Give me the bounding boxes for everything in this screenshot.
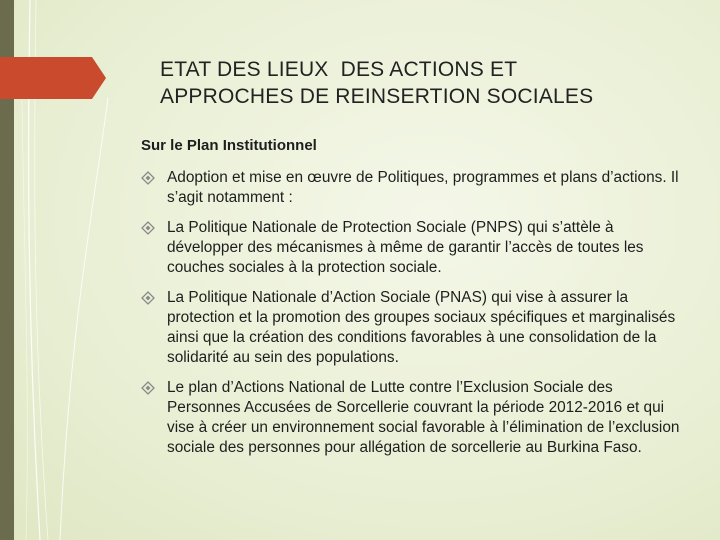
bullet-item-3 [141, 288, 686, 368]
bullet-text: La Politique Nationale de Protection Sociale (PNPS) qui s’attèle à développer des mécanismes à même de garantir l’accès de toutes les couches sociales à la protection sociale. [167, 219, 644, 276]
bullet-text: Le plan d’Actions National de Lutte contre l’Exclusion Sociale des Personnes Accusées de Sorcellerie couvrant la période 2012-2016 et qui vise à créer un environnement social favorable à l’élimination de l’exclusion sociale des personnes pour allégation de sorcellerie au Burkina Faso. [167, 379, 680, 456]
bullet-item-4 [141, 378, 686, 458]
bullet-item-2 [141, 218, 686, 278]
section-heading: Sur le Plan Institutionnel [141, 137, 317, 154]
bullet-item-1 [141, 168, 686, 208]
slide-title-line-1: ETAT DES LIEUX DES ACTIONS ET [160, 58, 518, 81]
slide-title [160, 56, 700, 110]
title-accent-arrow [0, 57, 106, 99]
slide-title-line-2: APPROCHES DE REINSERTION SOCIALES [160, 85, 594, 108]
diamond-bullet-icon [141, 291, 155, 305]
diamond-bullet-icon [141, 381, 155, 395]
bullet-text: Adoption et mise en œuvre de Politiques, programmes et plans d’actions. Il s’agit notamment : [167, 169, 679, 206]
bullet-text: La Politique Nationale d’Action Sociale (PNAS) qui vise à assurer la protection et la promotion des groupes sociaux spécifiques et marginalisés ainsi que la création des conditions favorables à une consolidation de la solidarité au sein des populations. [167, 289, 676, 366]
diamond-bullet-icon [141, 171, 155, 185]
diamond-bullet-icon [141, 221, 155, 235]
bullet-list [141, 168, 686, 458]
slide-content [141, 136, 686, 468]
